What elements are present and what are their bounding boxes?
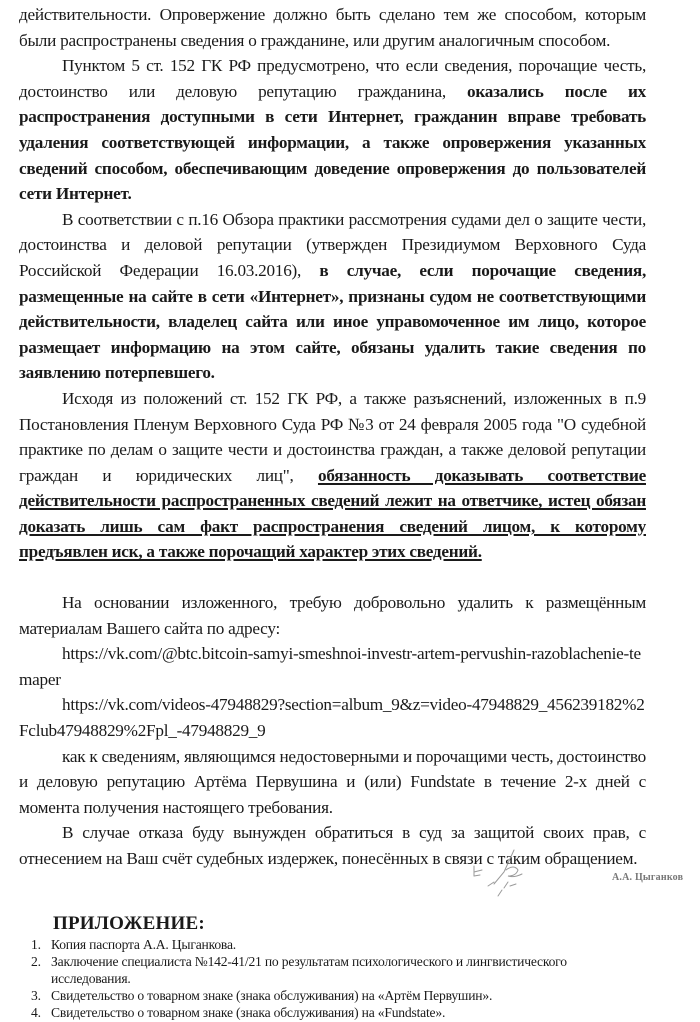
- article-152-text: Пунктом 5 ст. 152 ГК РФ предусмотрено, что если сведения, порочащие честь, достоинство или деловую репутацию гражданина,: [19, 56, 646, 101]
- handwritten-signature-icon: [460, 842, 600, 902]
- burden-of-proof-text: обязанность доказывать соответствие действительности распространенных сведений лежит на ответчике, истец обязан доказать лишь сам факт распространения сведений лицом, к которому предъявлен иск, а также порочащий характер этих сведений.: [19, 465, 646, 562]
- paragraph-defamation-claim: как к сведениям, являющимся недостоверными и порочащими честь, достоинство и деловую репутацию Артёма Первушина и (или) Fundstate в течение 2-х дней с момента получения настоящего требования.: [19, 746, 646, 817]
- appendix-item: 1. Копия паспорта А.А. Цыганкова.: [31, 936, 237, 952]
- review-practice-text: В соответствии с п.16 Обзора практики рассмотрения судами дел о защите чести, достоинства и деловой репутации (утвержден Президиумом Верховного Суда Российской Федерации 16.03.2016),: [19, 209, 646, 280]
- paragraph-court-warning: В случае отказа буду вынужден обратиться в суд за защитой своих прав, с отнесением на Ваш счёт судебных издержек, понесённых в связи с таким обращением.: [19, 823, 646, 868]
- appendix-title: ПРИЛОЖЕНИЕ:: [53, 912, 205, 934]
- paragraph-review-practice: [19, 207, 646, 386]
- url-vk-video[interactable]: https://vk.com/videos-47948829?section=album_9&z=video-47948829_456239182%2Fclub47948829%2Fpl_-47948829_9: [19, 695, 645, 741]
- url-vk-article[interactable]: https://vk.com/@btc.bitcoin-samyi-smeshnoi-investr-artem-pervushin-razoblachenie-temaper: [19, 644, 641, 689]
- article-152-bold-text: оказались после их распространения доступными в сети Интернет, гражданин вправе требовать удаления соответствующей информации, а также опровержения указанных сведений способом, обеспечивающим доведение опровержения до пользователей сети Интернет.: [19, 81, 646, 204]
- signature-block: [460, 842, 690, 902]
- plenum-resolution-text: Исходя из положений ст. 152 ГК РФ, а также разъяснений, изложенных в п.9 Постановления Пленум Верховного Суда РФ №3 от 24 февраля 2005 года "О судебной практике по делам о защите чести и достоинства граждан, а также деловой репутации граждан и юридических лиц",: [19, 388, 646, 485]
- paragraph-refutation-method: действительности. Опровержение должно быть сделано тем же способом, которым были распространены сведения о гражданине, или другим аналогичным способом.: [19, 5, 646, 50]
- appendix-item: 2. Заключение специалиста №142-41/21 по результатам психологического и лингвистического исследования.: [31, 953, 567, 986]
- paragraph-article-152: [19, 53, 646, 207]
- spacer: [19, 565, 646, 590]
- appendix-item: 4. Свидетельство о товарном знаке (знака обслуживания) на «Fundstate».: [31, 1005, 446, 1021]
- appendix-list: [19, 936, 646, 1022]
- paragraph-demand: На основании изложенного, требую добровольно удалить к размещённым материалам Вашего сайта по адресу:: [19, 593, 646, 638]
- review-practice-bold-text: в случае, если порочащие сведения, размещенные на сайте в сети «Интернет», признаны судом не соответствующими действительности, владелец сайта или иное управомоченное им лицо, которое размещает информацию на этом сайте, обязаны удалить такие сведения по заявлению потерпевшего.: [19, 260, 646, 383]
- appendix-item: 3. Свидетельство о товарном знаке (знака обслуживания) на «Артём Первушин».: [31, 988, 493, 1004]
- signatory-name: А.А. Цыганков: [612, 872, 684, 883]
- paragraph-plenum-resolution: [19, 386, 646, 565]
